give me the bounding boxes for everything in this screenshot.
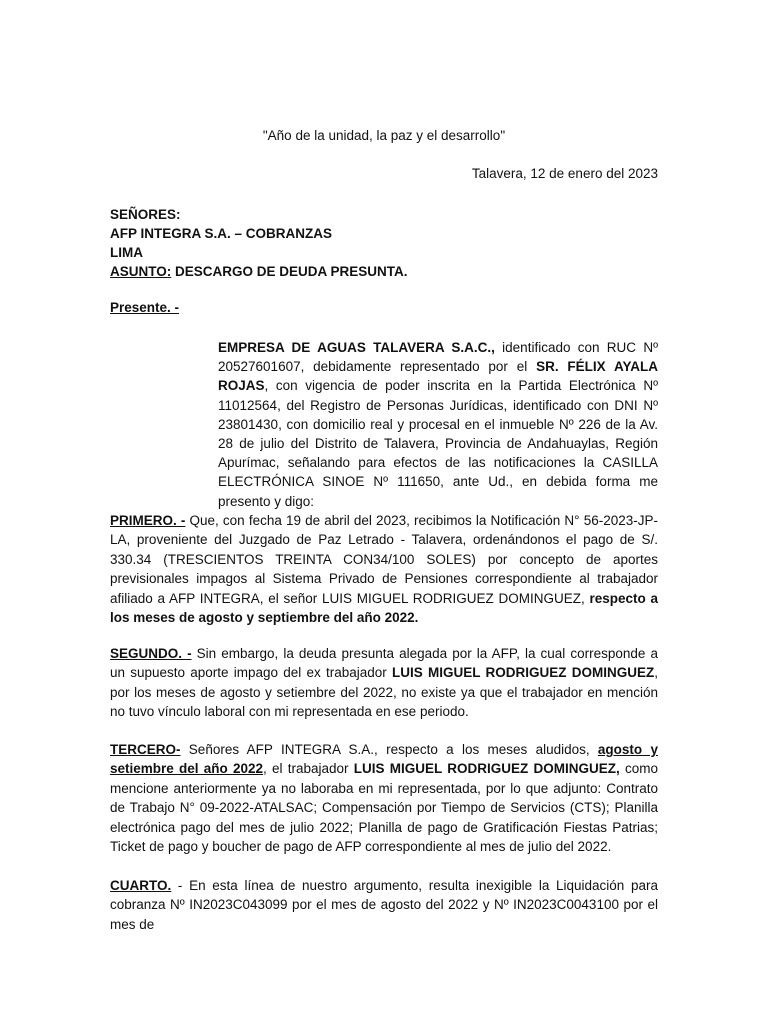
subject-label: ASUNTO:: [110, 264, 172, 279]
tercero-heading: TERCERO-: [110, 742, 181, 757]
tercero-paragraph: [110, 740, 658, 856]
date-line: Talavera, 12 de enero del 2023: [471, 166, 658, 181]
representative-name: SR. FÉLIX AYALA ROJAS: [218, 359, 658, 394]
tercero-text-2: , el trabajador: [263, 761, 354, 777]
primero-text-1: Que, con fecha 19 de abril del 2023, recibimos la Notificación N° 56-2023-JP-LA, proveniente del Juzgado de Paz Letrado - Talavera, ordenándonos el pago de S/. 330.34 (TRESCIENTOS TREINTA CON34/100 SOLES) por concepto de aportes previsionales impagos al Sistema Privado de Pensiones correspondiente al trabajador afiliado a AFP INTEGRA, el señor LUIS MIGUEL RODRIGUEZ DOMINGUEZ,: [110, 513, 658, 606]
subject-line: [110, 262, 408, 281]
cuarto-paragraph: [110, 876, 658, 934]
cuarto-text-1: - En esta línea de nuestro argumento, resulta inexigible la Liquidación para cobranza Nº IN2023C043099 por el mes de agosto del 2022 y Nº IN2023C0043100 por el mes de: [110, 878, 658, 932]
tercero-text-1: Señores AFP INTEGRA S.A., respecto a los meses aludidos,: [180, 742, 598, 757]
motto-line: "Año de la unidad, la paz y el desarrollo": [262, 128, 506, 143]
segundo-text-1: Sin embargo, la deuda presunta alegada por la AFP, la cual corresponde a un supuesto aporte impago del ex trabajador: [110, 646, 658, 681]
tercero-bold-1: agosto y setiembre del año 2022: [110, 742, 658, 777]
segundo-bold-1: LUIS MIGUEL RODRIGUEZ DOMINGUEZ: [392, 665, 655, 681]
primero-paragraph: [110, 511, 658, 627]
tercero-bold-2: LUIS MIGUEL RODRIGUEZ DOMINGUEZ,: [353, 761, 620, 777]
recipient-line-2: AFP INTEGRA S.A. – COBRANZAS: [110, 226, 333, 241]
recipient-line-1: SEÑORES:: [110, 207, 181, 222]
cuarto-heading: CUARTO.: [110, 878, 172, 893]
recipient-block: [110, 205, 408, 281]
tercero-text-3: como mencione anteriormente ya no laboraba en mi representada, por lo que adjunto: Contrato de Trabajo N° 09-2022-ATALSAC; Compensación por Tiempo de Servicios (CTS); Planilla electrónica pago del mes de julio 2022; Planilla de pago de Gratificación Fiestas Patrias; Ticket de pago y boucher de pago de AFP correspondiente al mes de julio del 2022.: [110, 761, 658, 855]
primero-heading: PRIMERO. -: [110, 513, 186, 528]
presente-heading: Presente. -: [110, 300, 180, 315]
segundo-heading: SEGUNDO. -: [110, 646, 192, 661]
intro-text-1: identificado con RUC Nº 20527601607, debidamente representado por el: [218, 340, 658, 375]
primero-bold-1: respecto a los meses de agosto y septiembre del año 2022.: [110, 590, 658, 626]
company-name: EMPRESA DE AGUAS TALAVERA S.A.C.,: [218, 340, 495, 355]
intro-paragraph: [218, 338, 658, 511]
segundo-paragraph: [110, 644, 658, 722]
subject-text: DESCARGO DE DEUDA PRESUNTA.: [171, 264, 408, 279]
segundo-text-2: , por los meses de agosto y setiembre del 2022, no existe ya que el trabajador en mención no tuvo vínculo laboral con mi representada en ese periodo.: [110, 665, 658, 720]
intro-text-2: , con vigencia de poder inscrita en la Partida Electrónica Nº 11012564, del Registro de Personas Jurídicas, identificado con DNI Nº 23801430, con domicilio real y procesal en el inmueble Nº 226 de la Av. 28 de julio del Distrito de Talavera, Provincia de Andahuaylas, Región Apurímac, señalando para efectos de las notificaciones la CASILLA ELECTRÓNICA SINOE Nº 111650, ante Ud., en debida forma me presento y digo:: [218, 378, 658, 509]
recipient-line-3: LIMA: [110, 245, 143, 260]
